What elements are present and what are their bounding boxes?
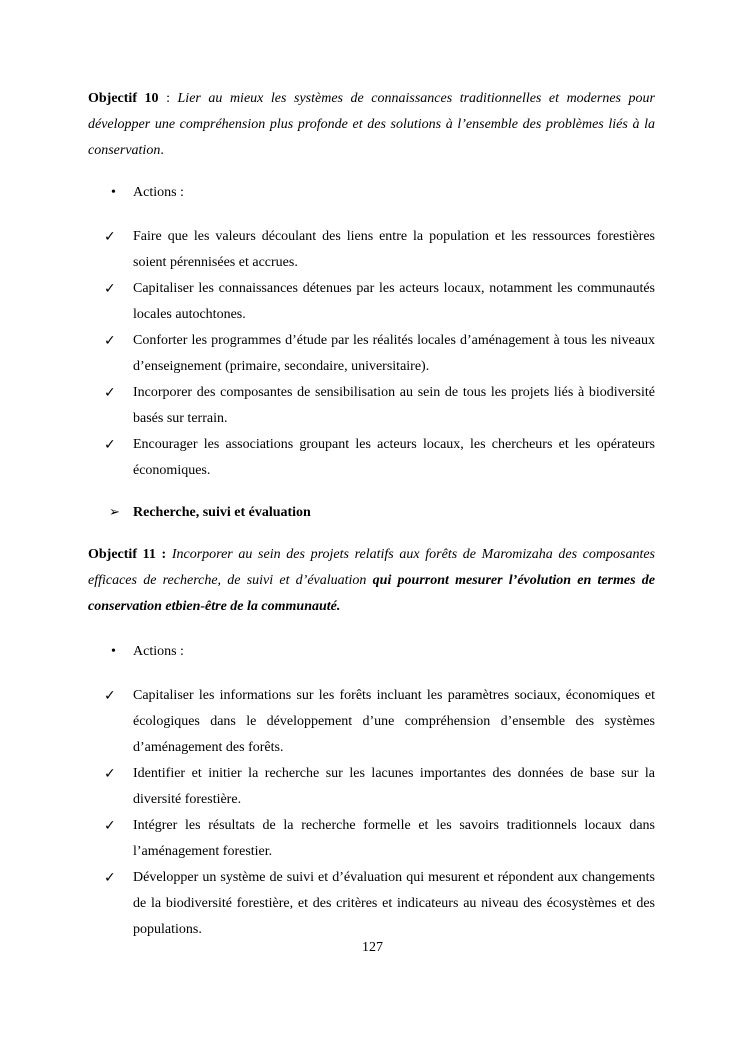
- checklist-item: [104, 813, 655, 865]
- arrow-bullet-icon: ➢: [109, 505, 120, 520]
- objective-10-text: Lier au mieux les systèmes de connaissances traditionnelles et modernes pour développer une compréhension plus profonde et des solutions à l’ensemble des problèmes liés à la conservation: [88, 91, 656, 158]
- action-checklist-1: [104, 224, 655, 484]
- checkmark-icon: ✓: [104, 818, 116, 834]
- checklist-item-text: Encourager les associations groupant les acteurs locaux, les chercheurs et les opérateurs économiques.: [133, 437, 655, 478]
- checklist-item: [104, 683, 655, 761]
- objective-10-end: .: [160, 143, 164, 158]
- actions-heading-1: [111, 183, 184, 203]
- bullet-icon: •: [111, 185, 116, 200]
- objective-11-paragraph: [88, 542, 655, 620]
- checklist-item-text: Incorporer des composantes de sensibilisation au sein de tous les projets liés à biodiversité basés sur terrain.: [133, 385, 655, 426]
- checklist-item-text: Conforter les programmes d’étude par les réalités locales d’aménagement à tous les niveaux d’enseignement (primaire, secondaire, universitaire).: [133, 333, 655, 374]
- checklist-item: [104, 380, 655, 432]
- checkmark-icon: ✓: [104, 333, 116, 349]
- bullet-icon: •: [111, 644, 116, 659]
- objective-11-emphasis: qui pourront mesurer l’évolution en termes de conservation etbien-être de la communauté.: [88, 573, 655, 614]
- checkmark-icon: ✓: [104, 766, 116, 782]
- checkmark-icon: ✓: [104, 385, 116, 401]
- page-number: 127: [362, 940, 383, 955]
- checklist-item-text: Développer un système de suivi et d’évaluation qui mesurent et répondent aux changements de la biodiversité forestière, et des critères et indicateurs au niveau des écosystèmes et des populations.: [133, 870, 655, 937]
- action-checklist-2: [104, 683, 655, 943]
- checklist-item-text: Capitaliser les connaissances détenues par les acteurs locaux, notamment les communautés locales autochtones.: [133, 281, 655, 322]
- checklist-item: [104, 865, 655, 943]
- checklist-item-text: Capitaliser les informations sur les forêts incluant les paramètres sociaux, économiques et écologiques dans le développement d’une compréhension d’ensemble des systèmes d’aménagement des forêts.: [133, 688, 655, 755]
- checkmark-icon: ✓: [104, 437, 116, 453]
- checklist-item: [104, 276, 655, 328]
- actions-label-1: Actions :: [133, 185, 184, 200]
- checklist-item-text: Identifier et initier la recherche sur les lacunes importantes des données de base sur la diversité forestière.: [133, 766, 655, 807]
- objective-10-label: Objectif 10: [88, 91, 159, 106]
- checkmark-icon: ✓: [104, 870, 116, 886]
- checklist-item-text: Faire que les valeurs découlant des liens entre la population et les ressources forestières soient pérennisées et accrues.: [133, 229, 655, 270]
- checklist-item: [104, 761, 655, 813]
- checklist-item: [104, 328, 655, 380]
- objective-11-label: Objectif 11 :: [88, 547, 167, 562]
- objective-10-paragraph: [88, 86, 655, 164]
- checklist-item-text: Intégrer les résultats de la recherche formelle et les savoirs traditionnels locaux dans l’aménagement forestier.: [133, 818, 655, 859]
- checklist-item: [104, 432, 655, 484]
- section-title: Recherche, suivi et évaluation: [133, 505, 311, 520]
- actions-heading-2: [111, 642, 184, 662]
- checklist-item: [104, 224, 655, 276]
- actions-label-2: Actions :: [133, 644, 184, 659]
- checkmark-icon: ✓: [104, 229, 116, 245]
- objective-10-separator: :: [158, 91, 178, 106]
- objective-11-text: Incorporer au sein des projets relatifs aux forêts de Maromizaha des composantes efficaces de recherche, de suivi et d’évaluation: [88, 547, 656, 588]
- checkmark-icon: ✓: [104, 688, 116, 704]
- section-heading: [109, 503, 311, 523]
- checkmark-icon: ✓: [104, 281, 116, 297]
